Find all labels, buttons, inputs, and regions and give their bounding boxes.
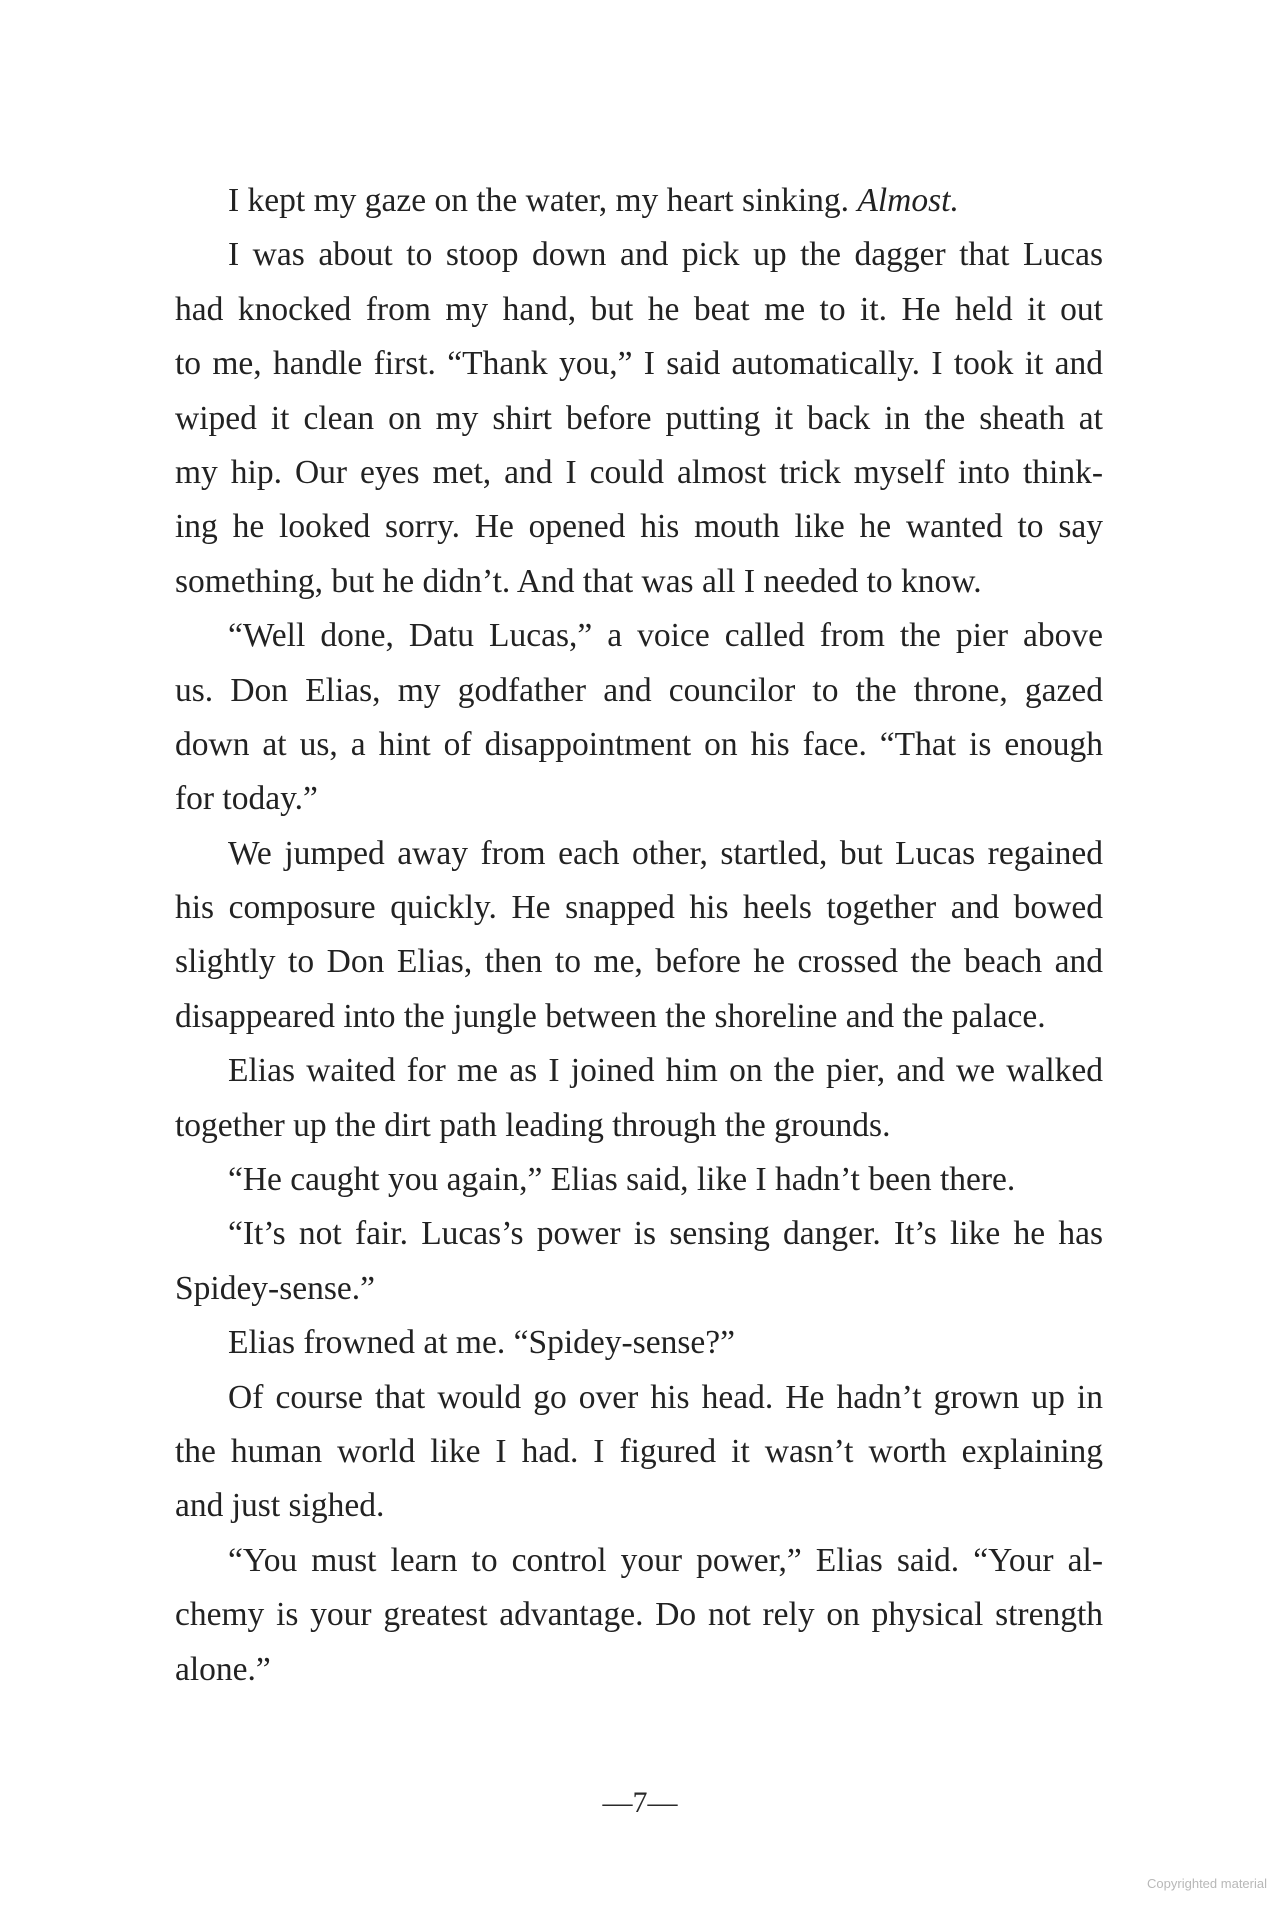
text-line: wiped it clean on my shirt before putting it back in the sheath at <box>175 399 1103 437</box>
text-line: “You must learn to control your power,” Elias said. “Your al- <box>228 1541 1103 1579</box>
text-line: the human world like I had. I figured it wasn’t worth explaining <box>175 1432 1103 1470</box>
text-line: I was about to stoop down and pick up the dagger that Lucas <box>228 236 1103 274</box>
text-line: down at us, a hint of disappointment on his face. “That is enough <box>175 725 1103 763</box>
body-text <box>175 174 1103 1697</box>
text-line: Of course that would go over his head. He hadn’t grown up in <box>228 1378 1103 1416</box>
text-line: had knocked from my hand, but he beat me to it. He held it out <box>175 290 1103 328</box>
text-line: I kept my gaze on the water, my heart sinking. Almost. <box>228 182 959 219</box>
paragraph <box>175 609 1103 827</box>
text-line: us. Don Elias, my godfather and councilor to the throne, gazed <box>175 671 1103 709</box>
text-line: chemy is your greatest advantage. Do not rely on physical strength <box>175 1596 1103 1634</box>
paragraph <box>175 1371 1103 1534</box>
text-line: “Well done, Datu Lucas,” a voice called from the pier above <box>228 617 1103 655</box>
text-line: Elias waited for me as I joined him on the pier, and we walked <box>228 1052 1103 1090</box>
text-line: Spidey-sense.” <box>175 1269 376 1307</box>
text-line: slightly to Don Elias, then to me, before he crossed the beach and <box>175 943 1103 981</box>
paragraph <box>175 827 1103 1045</box>
emphasis-text: Almost. <box>857 182 959 219</box>
text-line: “It’s not fair. Lucas’s power is sensing danger. It’s like he has <box>228 1215 1103 1253</box>
text-line: ing he looked sorry. He opened his mouth like he wanted to say <box>175 508 1103 546</box>
text-line: “He caught you again,” Elias said, like I hadn’t been there. <box>228 1161 1016 1199</box>
paragraph <box>175 1534 1103 1697</box>
text-line: for today.” <box>175 780 318 818</box>
text-line: alone.” <box>175 1650 271 1688</box>
copyright-watermark: Copyrighted material <box>1147 1876 1267 1891</box>
page-number: —7— <box>602 1786 678 1819</box>
text-line: and just sighed. <box>175 1487 385 1525</box>
text-line: my hip. Our eyes met, and I could almost trick myself into think- <box>175 453 1103 491</box>
text-line: his composure quickly. He snapped his heels together and bowed <box>175 889 1103 927</box>
text-line: something, but he didn’t. And that was all I needed to know. <box>175 562 982 600</box>
text-line: disappeared into the jungle between the shoreline and the palace. <box>175 997 1046 1035</box>
text-line: Elias frowned at me. “Spidey-sense?” <box>228 1324 735 1362</box>
paragraph <box>175 228 1103 609</box>
text-line: We jumped away from each other, startled, but Lucas regained <box>228 834 1103 872</box>
text-line: together up the dirt path leading through the grounds. <box>175 1106 891 1144</box>
paragraph <box>175 174 1103 228</box>
text-line: to me, handle first. “Thank you,” I said automatically. I took it and <box>175 345 1103 383</box>
paragraph <box>175 1207 1103 1316</box>
paragraph <box>175 1316 1103 1370</box>
paragraph <box>175 1044 1103 1153</box>
paragraph <box>175 1153 1103 1207</box>
